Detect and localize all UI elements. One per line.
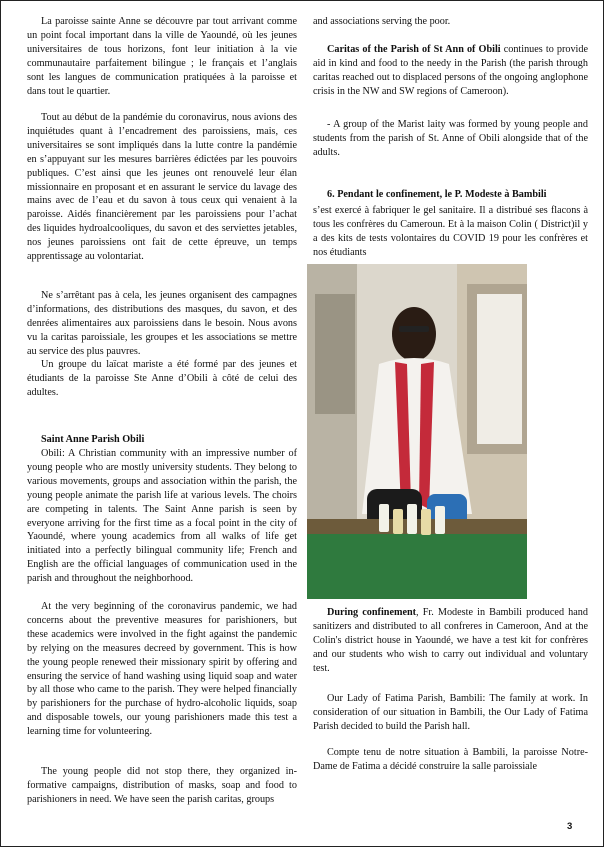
confinement-text: , Fr. Modeste in Bambili produced hand sanitizers and distributed to all confreres in Cameroon, And at the Colin's district house in Yaoundé, we have a test kit for confrères and our students who wish to carry out individual and voluntary test. [313, 607, 588, 674]
fr-paragraph-3: Ne s’arrêtant pas à cela, les jeunes organisent des campagnes d’informations, des distributions des masques, du savon, et des denrées alimentaires aux paroissiens dans le besoin. Nous avons vu la caritas paroissiale, les groupes et les associations se mettre au service des plus pauvres. [27, 290, 297, 357]
fatima-paragraph-fr: Compte tenu de notre situation à Bambili, la paroisse Notre-Dame de Fatima a décidé construire la salle paroissiale [313, 747, 588, 772]
photo-fr-modeste-with-sanitizer [307, 264, 527, 599]
marist-group-paragraph: - A group of the Marist laity was formed by young people and students from the parish of St. Anne of Obili alongside that of the adults. [313, 119, 588, 158]
caritas-paragraph [313, 43, 588, 99]
en-paragraph-1: Obili: A Christian community with an impressive number of young people who are mostly university students. They belong to various movements, groups and association within the parish, the young people animate the parish life at various levels. The choirs are competing in talents. The Saint Anne parish is seen by everyone arriving for the first time as a focal point in the city of Yaoundé, where young academics from all walks of life get initiated into a perfectly bilingual community life; French and English are the official languages of communication used in the parish and throughout the neighborhood. [27, 448, 297, 585]
section-6-heading: 6. Pendant le confinement, le P. Modeste à Bambili [327, 189, 547, 200]
fr-paragraph-1: La paroisse sainte Anne se découvre par tout arrivant comme un point focal important dans la ville de Yaoundé, où les jeunes universitaires de tous horizons, font leur initiation à la vie communautaire parfaitement bilingue ; le français et l’anglais sont les langues de communication pratiquées à la paroisse et dans tout le quartier. [27, 16, 297, 97]
caritas-text: continues to provide aid in kind and food to the needy in the Parish (the parish through caritas reached out to displaced persons of the ongoing anglophone crisis in the NW and SW regions of Cameroon). [313, 44, 588, 97]
en-paragraph-3-continued: and associations serving the poor. [313, 16, 451, 27]
page-number: 3 [567, 821, 573, 832]
fr-paragraph-2: Tout au début de la pandémie du coronavirus, nous avions des inquiétudes quant à l’encadrement des paroissiens, mais, ces universitaires se sont impliqués dans la lutte contre la pandémie en s’appuyant sur les mesures barrières édictées par les pouvoirs publiques. C’est ainsi que les jeunes ont renouvelé leur élan missionnaire en proposant et en assurant le service du lavage des mains avec de l’eau et du savon à tous ceux qui venaient à la paroisse. Aidés financièrement par les paroissiens pour l’achat des liquides hydroalcooliques, du savon et des serviettes jetables, nos jeunes paroissiens ont fait de cette épreuve, un temps apprentissage au volontariat. [27, 112, 297, 263]
fr-paragraph-4: Un groupe du laïcat mariste a été formé par des jeunes et étudiants de la paroisse Ste Anne d’Obili à côté de celui des adultes. [27, 359, 297, 398]
section-heading-saint-anne: Saint Anne Parish Obili [41, 434, 145, 445]
confinement-heading: During confinement [327, 607, 417, 618]
en-paragraph-3: The young people did not stop there, they organized informative campaigns, distribution of masks, soap and food to parishioners in need. We have seen the parish caritas, groups [27, 766, 297, 805]
fatima-paragraph-en: Our Lady of Fatima Parish, Bambili: The family at work. In consideration of our situation in Bambili, the Our Lady of Fatima Parish decided to build the Parish hall. [313, 693, 588, 732]
confinement-paragraph [313, 606, 588, 676]
caritas-heading: Caritas of the Parish of St Ann of Obili [327, 44, 501, 55]
section-6-text: s’est exercé à fabriquer le gel sanitaire. Il a distribué ses flacons à tous les confrères du Cameroun. Et à la maison Colin ( District)il y a des kits de tests volontaires du COVID 19 pour les confrères et nos étudiants [313, 205, 588, 258]
en-paragraph-2: At the very beginning of the coronavirus pandemic, we had concerns about the preventive measures for parishioners, but these academics were involved in the fight against the pandemic by relying on the measures decreed by government. This is how the young people renewed their missionary spirit by offering and ensuring the service of hand washing using liquid soap and water by all those who came to the parish. They were helped financially by parishioners for the purchase of hydro-alcoholic liquids, soap and disposable towels, our young parishioners made this test a learning time for volunteering. [27, 601, 297, 738]
